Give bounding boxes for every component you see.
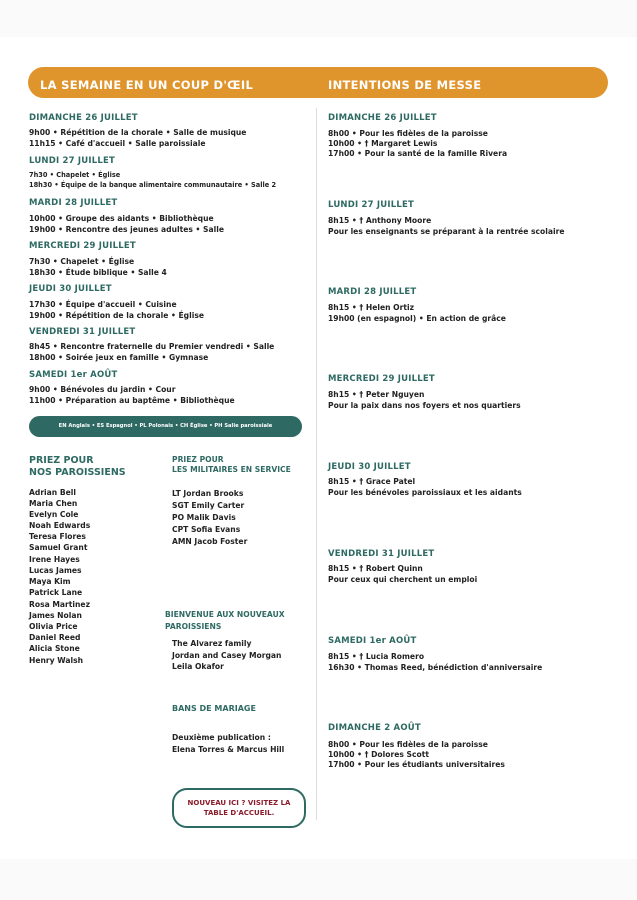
list-item: Rosa Martinez <box>29 600 90 609</box>
week-day-heading: VENDREDI 31 JUILLET <box>29 327 136 337</box>
intention-item: 16h30 • Thomas Reed, bénédiction d'anniversaire <box>328 663 543 672</box>
intention-item: 8h15 • † Grace Patel <box>328 477 416 486</box>
intention-day-heading: LUNDI 27 JUILLET <box>328 200 414 210</box>
list-item: Maria Chen <box>29 499 78 508</box>
intention-item: 8h15 • † Robert Quinn <box>328 564 423 573</box>
week-day-heading: MARDI 28 JUILLET <box>29 198 118 208</box>
intention-item: 19h00 (en espagnol) • En action de grâce <box>328 314 506 323</box>
list-item: PO Malik Davis <box>172 513 236 522</box>
welcome-line2: TABLE D'ACCUEIL. <box>203 809 275 817</box>
week-event: 18h00 • Soirée jeux en famille • Gymnase <box>29 353 209 362</box>
list-item: Olivia Price <box>29 622 78 631</box>
week-day-heading: LUNDI 27 JUILLET <box>29 156 115 166</box>
intention-item: Pour les bénévoles paroissiaux et les aidants <box>328 488 522 497</box>
week-day-heading: JEUDI 30 JUILLET <box>29 284 112 294</box>
list-item: AMN Jacob Foster <box>172 537 248 546</box>
intention-item: 10h00 • † Margaret Lewis <box>328 139 438 148</box>
list-item: SGT Emily Carter <box>172 501 245 510</box>
intention-item: Pour les enseignants se préparant à la rentrée scolaire <box>328 227 565 236</box>
intention-item: Pour la paix dans nos foyers et nos quartiers <box>328 401 521 410</box>
newcomers-heading <box>165 609 285 632</box>
list-item: Teresa Flores <box>29 532 86 541</box>
intention-item: 8h00 • Pour les fidèles de la paroisse <box>328 740 488 749</box>
list-item: LT Jordan Brooks <box>172 489 244 498</box>
welcome-table-callout <box>172 788 306 828</box>
list-item: CPT Sofia Evans <box>172 525 241 534</box>
military-heading-line1: PRIEZ POUR <box>172 455 224 464</box>
list-item: Noah Edwards <box>29 521 91 530</box>
intention-day-heading: DIMANCHE 2 AOÛT <box>328 723 421 733</box>
list-item: Evelyn Cole <box>29 510 79 519</box>
week-event: 17h30 • Équipe d'accueil • Cuisine <box>29 300 177 309</box>
banns-heading: BANS DE MARIAGE <box>172 704 256 713</box>
week-event: 7h30 • Chapelet • Église <box>29 171 121 179</box>
parishioners-heading-line2: NOS PAROISSIENS <box>29 467 126 478</box>
list-item: Maya Kim <box>29 577 71 586</box>
intention-item: 8h15 • † Lucia Romero <box>328 652 425 661</box>
intention-item: 8h15 • † Helen Ortiz <box>328 303 415 312</box>
intention-item: 17h00 • Pour la santé de la famille Rivera <box>328 149 508 158</box>
language-location-legend: EN Anglais • ES Espagnol • PL Polonais • CH Église • PH Salle paroissiale <box>29 416 302 437</box>
list-item: Patrick Lane <box>29 588 83 597</box>
list-item: Jordan and Casey Morgan <box>172 651 282 660</box>
column-divider <box>316 108 317 820</box>
list-item: Adrian Bell <box>29 488 76 497</box>
week-event: 11h00 • Préparation au baptême • Bibliothèque <box>29 396 235 405</box>
week-event: 19h00 • Répétition de la chorale • Église <box>29 311 204 320</box>
top-margin <box>0 0 637 37</box>
banns-couple: Elena Torres & Marcus Hill <box>172 745 285 754</box>
list-item: Daniel Reed <box>29 633 81 642</box>
intention-item: 10h00 • † Dolores Scott <box>328 750 429 759</box>
week-event: 9h00 • Bénévoles du jardin • Cour <box>29 385 176 394</box>
banns-line: Deuxième publication : <box>172 733 271 742</box>
newcomers-heading-line1: BIENVENUE AUX NOUVEAUX <box>165 610 285 619</box>
intention-item: 8h15 • † Peter Nguyen <box>328 390 425 399</box>
list-item: Samuel Grant <box>29 543 88 552</box>
intention-day-heading: JEUDI 30 JUILLET <box>328 462 411 472</box>
military-heading-line2: LES MILITAIRES EN SERVICE <box>172 465 291 474</box>
intention-item: 8h00 • Pour les fidèles de la paroisse <box>328 129 488 138</box>
week-event: 18h30 • Équipe de la banque alimentaire communautaire • Salle 2 <box>29 181 277 189</box>
week-day-heading: MERCREDI 29 JUILLET <box>29 241 136 251</box>
week-event: 8h45 • Rencontre fraternelle du Premier vendredi • Salle <box>29 342 275 351</box>
newcomers-heading-line2: PAROISSIENS <box>165 621 222 631</box>
bottom-margin <box>0 859 637 900</box>
list-item: Alicia Stone <box>29 644 80 653</box>
welcome-line1: NOUVEAU ICI ? VISITEZ LA <box>187 799 291 807</box>
parishioners-heading-line1: PRIEZ POUR <box>29 455 94 466</box>
intention-day-heading: MERCREDI 29 JUILLET <box>328 374 435 384</box>
list-item: Henry Walsh <box>29 656 84 665</box>
intention-item: 17h00 • Pour les étudiants universitaires <box>328 760 505 769</box>
mass-intentions-title: INTENTIONS DE MESSE <box>328 78 482 92</box>
week-event: 9h00 • Répétition de la chorale • Salle de musique <box>29 128 247 137</box>
intention-day-heading: VENDREDI 31 JUILLET <box>328 549 435 559</box>
list-item: Leila Okafor <box>172 662 224 671</box>
intention-day-heading: MARDI 28 JUILLET <box>328 287 417 297</box>
list-item: The Alvarez family <box>172 639 252 648</box>
week-event: 18h30 • Étude biblique • Salle 4 <box>29 268 167 277</box>
list-item: James Nolan <box>29 611 82 620</box>
list-item: Irene Hayes <box>29 555 80 564</box>
list-item: Lucas James <box>29 566 82 575</box>
intention-item: 8h15 • † Anthony Moore <box>328 216 432 225</box>
parishioners-heading <box>29 455 126 479</box>
intention-item: Pour ceux qui cherchent un emploi <box>328 575 478 584</box>
military-heading <box>172 455 291 475</box>
intention-day-heading: SAMEDI 1er AOÛT <box>328 636 417 646</box>
week-event: 7h30 • Chapelet • Église <box>29 257 135 266</box>
week-day-heading: SAMEDI 1er AOÛT <box>29 370 118 380</box>
week-overview-title: LA SEMAINE EN UN COUP D'ŒIL <box>40 78 254 92</box>
intention-day-heading: DIMANCHE 26 JUILLET <box>328 113 437 123</box>
week-event: 11h15 • Café d'accueil • Salle paroissiale <box>29 139 206 148</box>
week-day-heading: DIMANCHE 26 JUILLET <box>29 113 138 123</box>
week-event: 19h00 • Rencontre des jeunes adultes • Salle <box>29 225 224 234</box>
week-event: 10h00 • Groupe des aidants • Bibliothèque <box>29 214 214 223</box>
